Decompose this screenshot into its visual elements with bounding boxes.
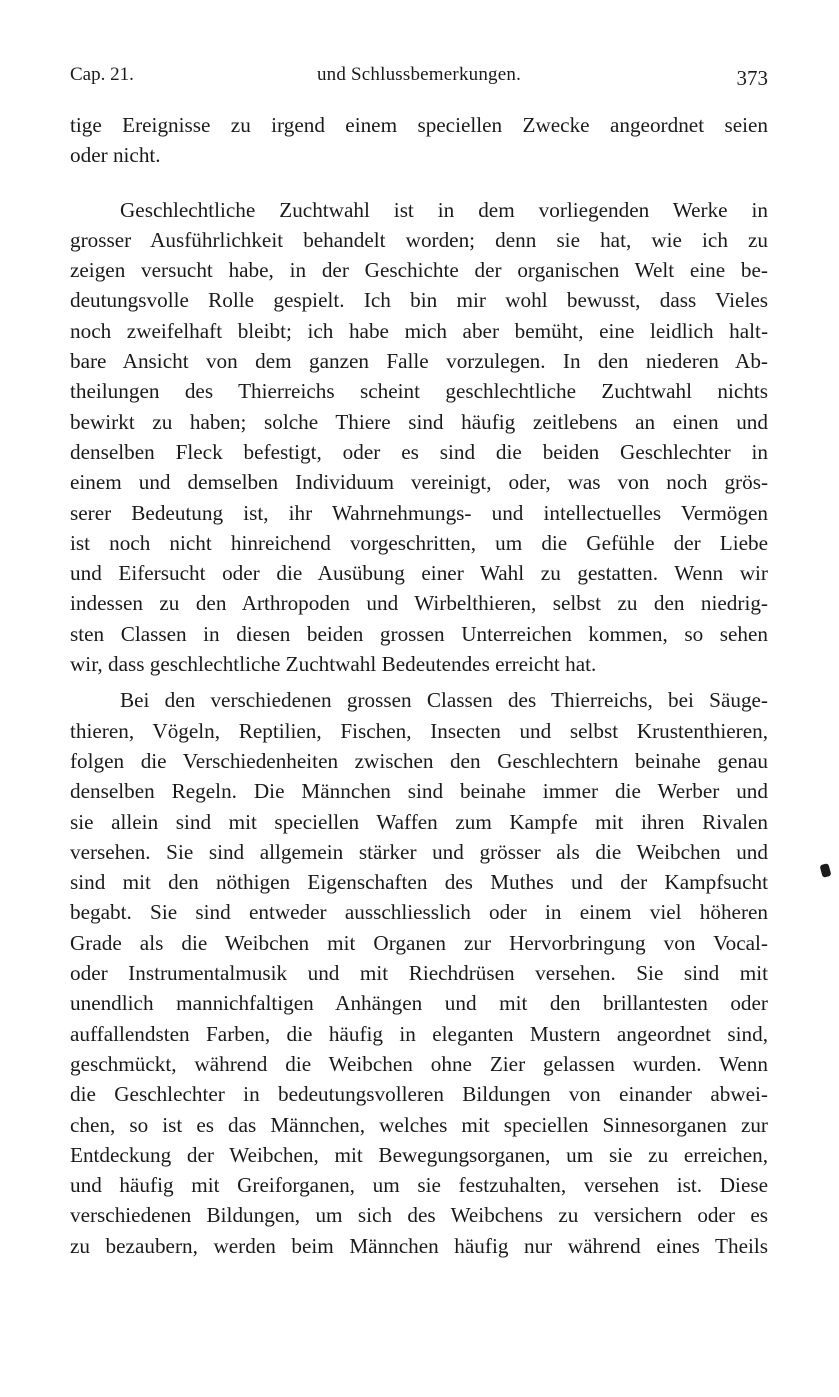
text-line: denselben Fleck befestigt, oder es sind die beiden Geschlechter in <box>70 439 768 464</box>
text-line: oder nicht. <box>70 143 161 168</box>
page-number: 373 <box>736 66 768 90</box>
text-line: denselben Regeln. Die Männchen sind beinahe immer die Werber und <box>70 779 768 804</box>
text-line: zeigen versucht habe, in der Geschichte der organischen Welt eine be- <box>70 258 768 283</box>
text-line: begabt. Sie sind entweder ausschliesslich oder in einem viel höheren <box>70 900 768 925</box>
text-line: sie allein sind mit speciellen Waffen zum Kampfe mit ihren Rivalen <box>70 809 768 834</box>
running-title: und Schlussbemerkungen. <box>316 64 522 85</box>
text-line: unendlich mannichfaltigen Anhängen und mit den brillantesten oder <box>70 991 768 1016</box>
text-line: versehen. Sie sind allgemein stärker und grösser als die Weibchen und <box>70 839 768 864</box>
paragraph-1 <box>70 110 768 171</box>
body-text <box>70 110 768 1261</box>
text-line: serer Bedeutung ist, ihr Wahrnehmungs- und intellectuelles Vermögen <box>70 500 768 525</box>
text-line: und Eifersucht oder die Ausübung einer Wahl zu gestatten. Wenn wir <box>70 561 768 586</box>
text-line: ist noch nicht hinreichend vorgeschritten, um die Gefühle der Liebe <box>70 530 768 555</box>
text-line: bare Ansicht von dem ganzen Falle vorzulegen. In den niederen Ab- <box>70 349 768 374</box>
text-line: tige Ereignisse zu irgend einem speciellen Zwecke angeordnet seien <box>70 113 768 137</box>
text-line: zu bezaubern, werden beim Männchen häufig nur während eines Theils <box>70 1233 768 1258</box>
text-line: die Geschlechter in bedeutungsvolleren Bildungen von einander abwei- <box>70 1082 768 1107</box>
text-line: bewirkt zu haben; solche Thiere sind häufig zeitlebens an einen und <box>70 409 768 434</box>
text-line: deutungsvolle Rolle gespielt. Ich bin mir wohl bewusst, dass Vieles <box>70 288 768 313</box>
page-header <box>70 58 768 94</box>
text-line: folgen die Verschiedenheiten zwischen den Geschlechtern beinahe genau <box>70 748 768 773</box>
chapter-label: Cap. 21. <box>70 64 134 85</box>
text-line: auffallendsten Farben, die häufig in eleganten Mustern angeordnet sind, <box>70 1021 768 1046</box>
text-line: oder Instrumentalmusik und mit Riechdrüsen versehen. Sie sind mit <box>70 961 768 986</box>
text-line: Bei den verschiedenen grossen Classen des Thierreichs, bei Säuge- <box>120 688 768 713</box>
text-line: indessen zu den Arthropoden und Wirbelthieren, selbst zu den niedrig- <box>70 591 768 616</box>
text-line: thieren, Vögeln, Reptilien, Fischen, Insecten und selbst Krustenthieren, <box>70 718 768 743</box>
text-line: theilungen des Thierreichs scheint geschlechtliche Zuchtwahl nichts <box>70 379 768 404</box>
text-line: und häufig mit Greiforganen, um sie festzuhalten, versehen ist. Diese <box>70 1173 768 1198</box>
text-line: sten Classen in diesen beiden grossen Unterreichen kommen, so sehen <box>70 621 768 646</box>
text-line: sind mit den nöthigen Eigenschaften des Muthes und der Kampfsucht <box>70 870 768 895</box>
text-line: Grade als die Weibchen mit Organen zur Hervorbringung von Vocal- <box>70 930 768 955</box>
text-line: chen, so ist es das Männchen, welches mit speciellen Sinnesorganen zur <box>70 1112 768 1137</box>
book-page <box>70 58 768 1261</box>
text-line: grosser Ausführlichkeit behandelt worden; denn sie hat, wie ich zu <box>70 227 768 252</box>
text-line: geschmückt, während die Weibchen ohne Zier gelassen wurden. Wenn <box>70 1051 768 1076</box>
text-line: Entdeckung der Weibchen, mit Bewegungsorganen, um sie zu erreichen, <box>70 1142 768 1167</box>
text-line: einem und demselben Individuum vereinigt, oder, was von noch grös- <box>70 470 768 495</box>
text-line: Geschlechtliche Zuchtwahl ist in dem vorliegenden Werke in <box>120 197 768 222</box>
text-line: noch zweifelhaft bleibt; ich habe mich aber bemüht, eine leidlich halt- <box>70 318 768 343</box>
paragraph-2 <box>70 195 768 680</box>
text-line: verschiedenen Bildungen, um sich des Weibchens zu versichern oder es <box>70 1203 768 1228</box>
text-line: wir, dass geschlechtliche Zuchtwahl Bedeutendes erreicht hat. <box>70 652 597 677</box>
paragraph-3 <box>70 685 768 1261</box>
ink-blot-mark <box>819 863 831 878</box>
